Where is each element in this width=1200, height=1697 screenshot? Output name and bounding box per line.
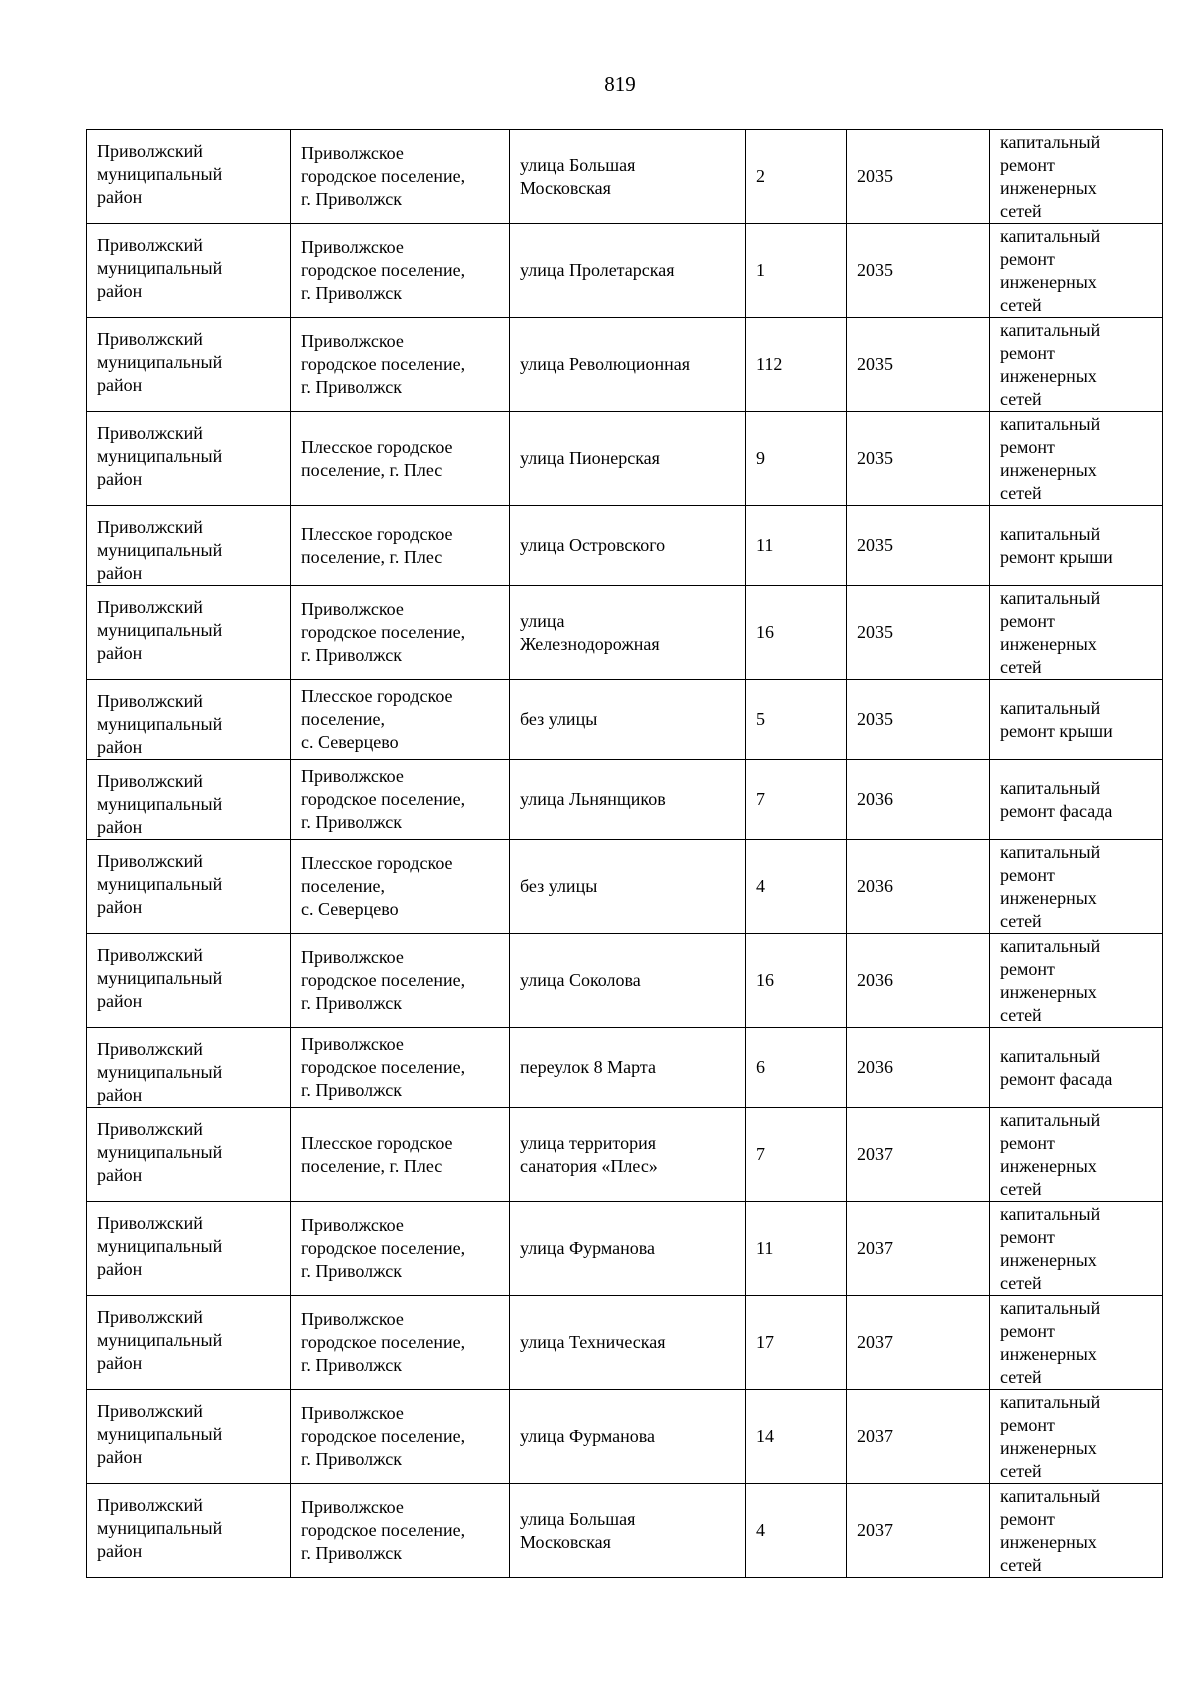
settlement-cell: Плесское городское поселение, г. Плес: [291, 506, 510, 586]
house-number-cell: 7: [746, 1108, 847, 1202]
street-cell: улица Большая Московская: [510, 1484, 746, 1578]
house-number-cell: 16: [746, 586, 847, 680]
district-cell: Приволжский муниципальный район: [87, 1296, 291, 1390]
work-type-cell: капитальный ремонт крыши: [990, 680, 1163, 760]
year-cell: 2035: [847, 586, 990, 680]
street-cell: улица Революционная: [510, 318, 746, 412]
work-type-cell: капитальный ремонт инженерных сетей: [990, 1296, 1163, 1390]
table-row: [87, 130, 1163, 224]
street-cell: улица Пролетарская: [510, 224, 746, 318]
year-cell: 2035: [847, 412, 990, 506]
street-cell: без улицы: [510, 680, 746, 760]
settlement-cell: Приволжское городское поселение, г. Приволжск: [291, 1296, 510, 1390]
table-row: [87, 760, 1163, 840]
settlement-cell: Приволжское городское поселение, г. Приволжск: [291, 1028, 510, 1108]
settlement-cell: Приволжское городское поселение, г. Приволжск: [291, 224, 510, 318]
street-cell: улица Фурманова: [510, 1202, 746, 1296]
house-number-cell: 11: [746, 1202, 847, 1296]
house-number-cell: 1: [746, 224, 847, 318]
house-number-cell: 6: [746, 1028, 847, 1108]
work-type-cell: капитальный ремонт крыши: [990, 506, 1163, 586]
street-cell: улица Фурманова: [510, 1390, 746, 1484]
work-type-cell: капитальный ремонт инженерных сетей: [990, 412, 1163, 506]
district-cell: Приволжский муниципальный район: [87, 760, 291, 840]
settlement-cell: Приволжское городское поселение, г. Приволжск: [291, 934, 510, 1028]
settlement-cell: Приволжское городское поселение, г. Приволжск: [291, 1390, 510, 1484]
table-row: [87, 224, 1163, 318]
district-cell: Приволжский муниципальный район: [87, 840, 291, 934]
house-number-cell: 9: [746, 412, 847, 506]
house-number-cell: 4: [746, 1484, 847, 1578]
work-type-cell: капитальный ремонт инженерных сетей: [990, 1202, 1163, 1296]
page-number: 819: [604, 72, 636, 96]
house-number-cell: 7: [746, 760, 847, 840]
district-cell: Приволжский муниципальный район: [87, 224, 291, 318]
work-type-cell: капитальный ремонт инженерных сетей: [990, 1484, 1163, 1578]
year-cell: 2035: [847, 224, 990, 318]
house-number-cell: 5: [746, 680, 847, 760]
settlement-cell: Приволжское городское поселение, г. Приволжск: [291, 1202, 510, 1296]
table-row: [87, 586, 1163, 680]
table-row: [87, 1202, 1163, 1296]
year-cell: 2035: [847, 680, 990, 760]
work-type-cell: капитальный ремонт фасада: [990, 1028, 1163, 1108]
year-cell: 2036: [847, 760, 990, 840]
district-cell: Приволжский муниципальный район: [87, 318, 291, 412]
street-cell: улица Большая Московская: [510, 130, 746, 224]
district-cell: Приволжский муниципальный район: [87, 1028, 291, 1108]
house-number-cell: 112: [746, 318, 847, 412]
year-cell: 2036: [847, 840, 990, 934]
work-schedule-table: [86, 129, 1163, 1578]
settlement-cell: Плесское городское поселение, г. Плес: [291, 1108, 510, 1202]
year-cell: 2037: [847, 1108, 990, 1202]
year-cell: 2035: [847, 318, 990, 412]
table-row: [87, 934, 1163, 1028]
district-cell: Приволжский муниципальный район: [87, 412, 291, 506]
work-type-cell: капитальный ремонт инженерных сетей: [990, 1390, 1163, 1484]
year-cell: 2037: [847, 1390, 990, 1484]
house-number-cell: 4: [746, 840, 847, 934]
work-type-cell: капитальный ремонт фасада: [990, 760, 1163, 840]
street-cell: улица Железнодорожная: [510, 586, 746, 680]
settlement-cell: Приволжское городское поселение, г. Приволжск: [291, 760, 510, 840]
work-type-cell: капитальный ремонт инженерных сетей: [990, 934, 1163, 1028]
district-cell: Приволжский муниципальный район: [87, 680, 291, 760]
year-cell: 2035: [847, 130, 990, 224]
house-number-cell: 2: [746, 130, 847, 224]
settlement-cell: Приволжское городское поселение, г. Приволжск: [291, 130, 510, 224]
work-type-cell: капитальный ремонт инженерных сетей: [990, 840, 1163, 934]
table-row: [87, 1296, 1163, 1390]
district-cell: Приволжский муниципальный район: [87, 1390, 291, 1484]
year-cell: 2035: [847, 506, 990, 586]
settlement-cell: Приволжское городское поселение, г. Приволжск: [291, 1484, 510, 1578]
street-cell: улица Техническая: [510, 1296, 746, 1390]
work-type-cell: капитальный ремонт инженерных сетей: [990, 224, 1163, 318]
table-row: [87, 412, 1163, 506]
district-cell: Приволжский муниципальный район: [87, 506, 291, 586]
table-row: [87, 506, 1163, 586]
year-cell: 2036: [847, 1028, 990, 1108]
district-cell: Приволжский муниципальный район: [87, 1108, 291, 1202]
street-cell: улица Островского: [510, 506, 746, 586]
table-row: [87, 318, 1163, 412]
district-cell: Приволжский муниципальный район: [87, 130, 291, 224]
table-row: [87, 1484, 1163, 1578]
house-number-cell: 16: [746, 934, 847, 1028]
district-cell: Приволжский муниципальный район: [87, 934, 291, 1028]
settlement-cell: Плесское городское поселение, г. Плес: [291, 412, 510, 506]
settlement-cell: Плесское городское поселение, с. Северцево: [291, 840, 510, 934]
street-cell: переулок 8 Марта: [510, 1028, 746, 1108]
year-cell: 2036: [847, 934, 990, 1028]
table-row: [87, 1108, 1163, 1202]
district-cell: Приволжский муниципальный район: [87, 1202, 291, 1296]
street-cell: улица территория санатория «Плес»: [510, 1108, 746, 1202]
table-row: [87, 1028, 1163, 1108]
year-cell: 2037: [847, 1296, 990, 1390]
house-number-cell: 11: [746, 506, 847, 586]
settlement-cell: Приволжское городское поселение, г. Приволжск: [291, 318, 510, 412]
work-type-cell: капитальный ремонт инженерных сетей: [990, 586, 1163, 680]
street-cell: улица Пионерская: [510, 412, 746, 506]
year-cell: 2037: [847, 1484, 990, 1578]
work-type-cell: капитальный ремонт инженерных сетей: [990, 1108, 1163, 1202]
district-cell: Приволжский муниципальный район: [87, 586, 291, 680]
district-cell: Приволжский муниципальный район: [87, 1484, 291, 1578]
table-row: [87, 840, 1163, 934]
table-row: [87, 680, 1163, 760]
street-cell: улица Соколова: [510, 934, 746, 1028]
house-number-cell: 17: [746, 1296, 847, 1390]
settlement-cell: Приволжское городское поселение, г. Приволжск: [291, 586, 510, 680]
settlement-cell: Плесское городское поселение, с. Северцево: [291, 680, 510, 760]
work-type-cell: капитальный ремонт инженерных сетей: [990, 130, 1163, 224]
street-cell: без улицы: [510, 840, 746, 934]
table-row: [87, 1390, 1163, 1484]
house-number-cell: 14: [746, 1390, 847, 1484]
street-cell: улица Льнянщиков: [510, 760, 746, 840]
work-type-cell: капитальный ремонт инженерных сетей: [990, 318, 1163, 412]
year-cell: 2037: [847, 1202, 990, 1296]
